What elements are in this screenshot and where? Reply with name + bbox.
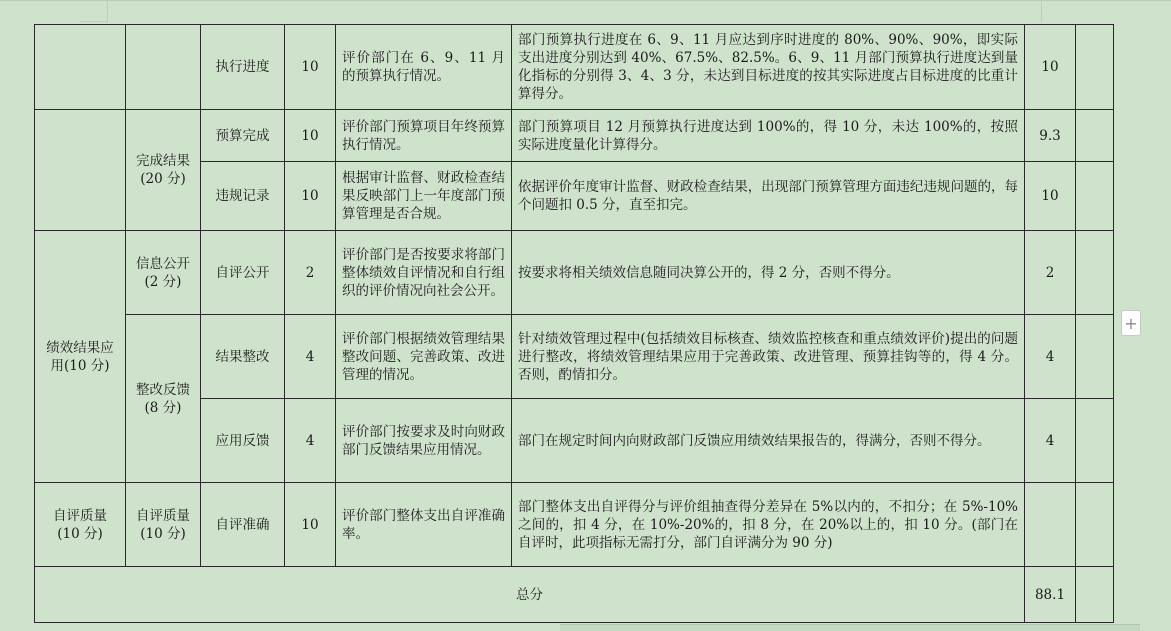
level3-indicator-cell: 结果整改 <box>201 315 285 399</box>
result-score-cell: 10 <box>1025 25 1076 110</box>
level2-indicator-cell: 整改反馈 (8 分) <box>126 315 201 483</box>
content-cell: 评价部门按要求及时向财政部门反馈结果应用情况。 <box>336 399 512 483</box>
level3-indicator-cell: 自评准确 <box>201 483 285 567</box>
criteria-cell: 部门预算执行进度在 6、9、11 月应达到序时进度的 80%、90%、90%，即实际支出进度分别达到 40%、67.5%、82.5%。6、9、11 月部门预算执行进度达到量化指标的分别得 3、4、3 分，未达到目标进度的按其实际进度占目标进度的比重计算得分。 <box>512 25 1025 110</box>
content-cell: 评价部门预算项目年终预算执行情况。 <box>336 110 512 162</box>
note-cell <box>1076 110 1114 162</box>
plus-icon: + <box>1124 313 1138 333</box>
table-row <box>35 110 1114 162</box>
criteria-cell: 按要求将相关绩效信息随同决算公开的，得 2 分，否则不得分。 <box>512 231 1025 315</box>
bottom-scroll-area <box>560 624 1140 631</box>
content-cell: 评价部门在 6、9、11 月的预算执行情况。 <box>336 25 512 110</box>
result-score-cell: 9.3 <box>1025 110 1076 162</box>
result-score-cell <box>1025 483 1076 567</box>
content-cell: 评价部门是否按要求将部门整体绩效自评情况和自行组织的评价情况向社会公开。 <box>336 231 512 315</box>
performance-evaluation-table <box>34 24 1114 623</box>
table-row <box>35 25 1114 110</box>
score-cell: 10 <box>285 483 336 567</box>
total-note-cell <box>1076 567 1114 623</box>
criteria-cell: 部门整体支出自评得分与评价组抽查得分差异在 5%以内的，不扣分；在 5%-10%之间的，扣 4 分，在 10%-20%的，扣 8 分，在 20%以上的，扣 10 分。(部门在自评时，此项指标无需打分，部门自评满分为 90 分) <box>512 483 1025 567</box>
note-cell <box>1076 315 1114 399</box>
level3-indicator-cell: 自评公开 <box>201 231 285 315</box>
content-cell: 评价部门根据绩效管理结果整改问题、完善政策、改进管理的情况。 <box>336 315 512 399</box>
table-row <box>35 315 1114 399</box>
score-cell: 2 <box>285 231 336 315</box>
score-cell: 4 <box>285 315 336 399</box>
result-score-cell: 4 <box>1025 315 1076 399</box>
page-corner-mark-left <box>107 0 108 22</box>
table-row <box>35 483 1114 567</box>
score-cell: 10 <box>285 162 336 231</box>
level1-indicator-cell <box>35 25 126 110</box>
criteria-cell: 依据评价年度审计监督、财政检查结果，出现部门预算管理方面违纪违规问题的，每个问题扣 0.5 分，直至扣完。 <box>512 162 1025 231</box>
criteria-cell: 部门预算项目 12 月预算执行进度达到 100%的，得 10 分，未达 100%的，按照实际进度量化计算得分。 <box>512 110 1025 162</box>
level2-indicator-cell: 信息公开 (2 分) <box>126 231 201 315</box>
total-score: 88.1 <box>1025 567 1076 623</box>
page-top-edge <box>0 0 1171 1</box>
level2-indicator-cell: 完成结果 (20 分) <box>126 110 201 231</box>
total-row <box>35 567 1114 623</box>
page-corner-line-left <box>80 21 108 22</box>
add-row-button[interactable] <box>1121 310 1141 336</box>
note-cell <box>1076 399 1114 483</box>
level3-indicator-cell: 违规记录 <box>201 162 285 231</box>
result-score-cell: 2 <box>1025 231 1076 315</box>
note-cell <box>1076 483 1114 567</box>
criteria-cell: 针对绩效管理过程中(包括绩效目标核查、绩效监控核查和重点绩效评价)提出的问题进行整改，将绩效管理结果应用于完善政策、改进管理、预算挂钩等的，得 4 分。否则，酌情扣分。 <box>512 315 1025 399</box>
note-cell <box>1076 231 1114 315</box>
table-row <box>35 231 1114 315</box>
level1-indicator-cell: 绩效结果应用(10 分) <box>35 231 126 483</box>
page-corner-mark-right <box>1041 0 1042 22</box>
level3-indicator-cell: 预算完成 <box>201 110 285 162</box>
content-cell: 根据审计监督、财政检查结果反映部门上一年度部门预算管理是否合规。 <box>336 162 512 231</box>
level3-indicator-cell: 执行进度 <box>201 25 285 110</box>
note-cell <box>1076 25 1114 110</box>
result-score-cell: 4 <box>1025 399 1076 483</box>
level1-indicator-cell: 自评质量 (10 分) <box>35 483 126 567</box>
score-cell: 10 <box>285 110 336 162</box>
result-score-cell: 10 <box>1025 162 1076 231</box>
level3-indicator-cell: 应用反馈 <box>201 399 285 483</box>
score-cell: 10 <box>285 25 336 110</box>
total-label: 总分 <box>35 567 1025 623</box>
note-cell <box>1076 162 1114 231</box>
criteria-cell: 部门在规定时间内向财政部门反馈应用绩效结果报告的，得满分，否则不得分。 <box>512 399 1025 483</box>
level2-indicator-cell: 自评质量 (10 分) <box>126 483 201 567</box>
level2-indicator-cell <box>126 25 201 110</box>
level1-indicator-cell-continued <box>35 110 126 162</box>
content-cell: 评价部门整体支出自评准确率。 <box>336 483 512 567</box>
level1-indicator-cell-continued <box>35 162 126 231</box>
score-cell: 4 <box>285 399 336 483</box>
